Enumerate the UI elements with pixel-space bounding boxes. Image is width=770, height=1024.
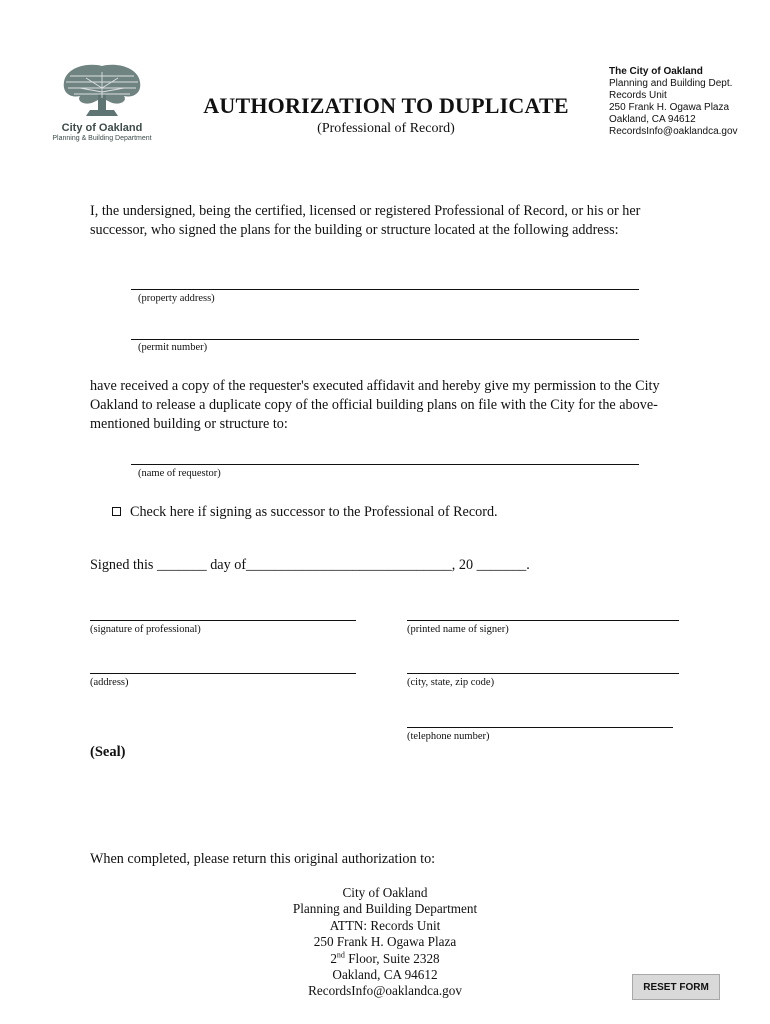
address-caption: (address)	[90, 677, 129, 688]
return-instructions: When completed, please return this original authorization to:	[90, 851, 436, 867]
return-address-line: ATTN: Records Unit	[329, 917, 441, 933]
permit-number-caption: (permit number)	[138, 342, 208, 353]
page-title: AUTHORIZATION TO DUPLICATE	[203, 93, 569, 118]
reset-form-button[interactable]: RESET FORM	[632, 974, 720, 1000]
return-address-line: City of Oakland	[342, 885, 428, 900]
floor-suite: Floor, Suite 2328	[344, 950, 440, 966]
printed-name-caption: (printed name of signer)	[407, 624, 509, 635]
return-address-floor	[240, 951, 530, 967]
page-subtitle: (Professional of Record)	[317, 121, 455, 136]
city-logo	[52, 58, 152, 150]
header-address-line: Oakland, CA 94612	[609, 114, 696, 125]
return-address-line: Oakland, CA 94612	[332, 967, 438, 983]
header-address-line: Records Unit	[609, 90, 667, 101]
signed-date-line[interactable]: Signed this _______ day of_____________________________, 20 _______.	[90, 557, 530, 573]
seal-label: (Seal)	[90, 744, 126, 760]
floor-suffix: nd	[336, 950, 345, 960]
header-address-line: Planning and Building Dept.	[609, 78, 733, 89]
return-email: RecordsInfo@oaklandca.gov	[308, 983, 462, 999]
permission-paragraph: have received a copy of the requester's executed affidavit and hereby give my permission to the City Oakland to release a duplicate copy of the official building plans on file with the City for the above-mentioned building or structure to:	[90, 378, 660, 432]
signature-caption: (signature of professional)	[90, 624, 201, 635]
address-field[interactable]	[90, 673, 356, 674]
header-address	[609, 66, 738, 138]
header-address-line: The City of Oakland	[609, 66, 703, 77]
header-email: RecordsInfo@oaklandca.gov	[609, 126, 738, 137]
successor-checkbox[interactable]	[112, 507, 121, 516]
intro-paragraph: I, the undersigned, being the certified, licensed or registered Professional of Record, or his or her successor, who signed the plans for the building or structure located at the following address:	[90, 203, 641, 238]
floor-number: 2	[330, 950, 337, 966]
logo-dept-name: Planning & Building Department	[52, 135, 152, 142]
return-address-line: Planning and Building Department	[292, 901, 478, 917]
successor-checkbox-label: Check here if signing as successor to the Professional of Record.	[130, 504, 498, 520]
property-address-field[interactable]	[131, 289, 639, 290]
city-state-zip-field[interactable]	[407, 673, 679, 674]
telephone-field[interactable]	[407, 727, 673, 728]
telephone-caption: (telephone number)	[407, 731, 490, 742]
property-address-caption: (property address)	[138, 293, 215, 304]
permit-number-field[interactable]	[131, 339, 639, 340]
logo-org-name: City of Oakland	[61, 122, 143, 134]
header-address-line: 250 Frank H. Ogawa Plaza	[609, 102, 730, 113]
printed-name-field[interactable]	[407, 620, 679, 621]
requestor-name-field[interactable]	[131, 464, 639, 465]
return-address-line: 250 Frank H. Ogawa Plaza	[313, 934, 457, 950]
return-address	[240, 885, 530, 1000]
oak-tree-icon	[56, 58, 148, 120]
successor-checkbox-row	[112, 504, 498, 521]
signature-field[interactable]	[90, 620, 356, 621]
city-state-zip-caption: (city, state, zip code)	[407, 677, 495, 688]
requestor-name-caption: (name of requestor)	[138, 468, 221, 479]
